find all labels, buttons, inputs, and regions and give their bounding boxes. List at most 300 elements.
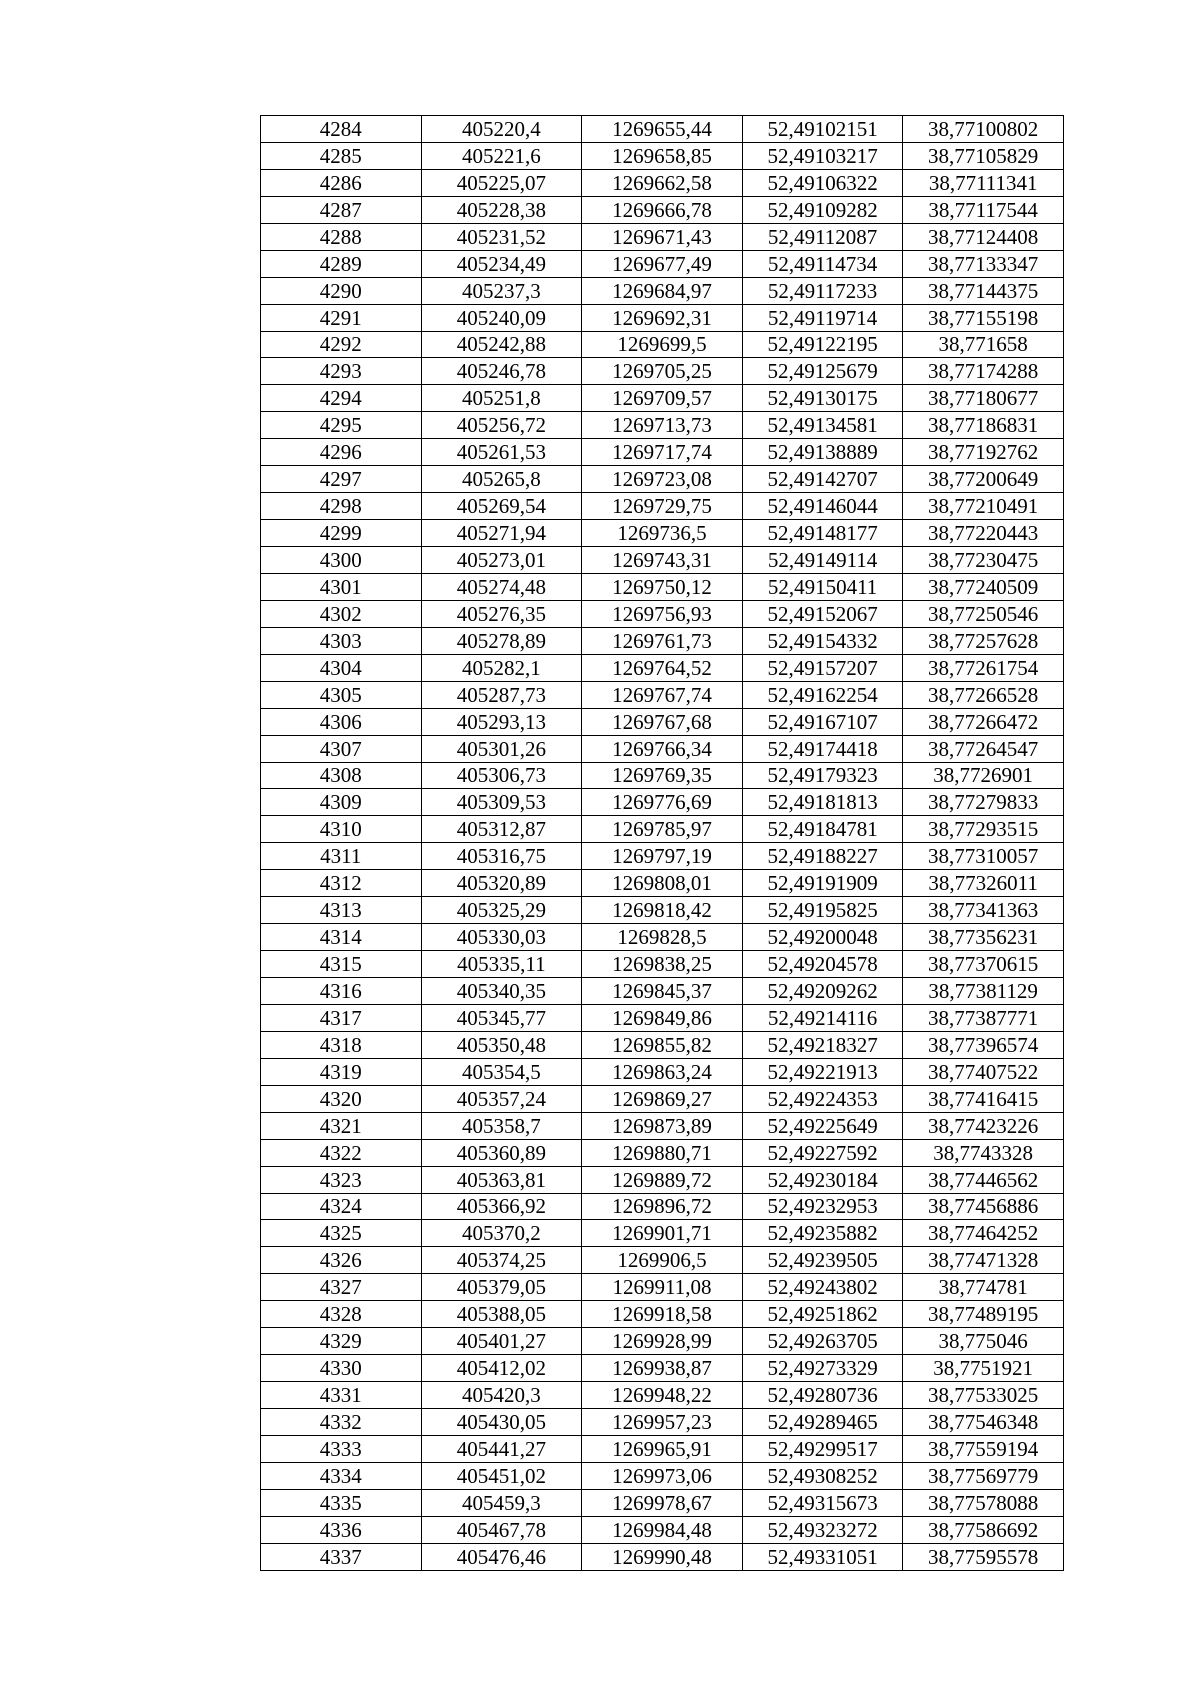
table-row bbox=[261, 358, 1064, 385]
longitude-cell: 38,77261754 bbox=[903, 654, 1064, 681]
longitude-cell: 38,77569779 bbox=[903, 1462, 1064, 1489]
table-row bbox=[261, 493, 1064, 520]
y-coordinate-cell: 1269769,35 bbox=[582, 762, 743, 789]
x-coordinate-cell: 405265,8 bbox=[421, 466, 582, 493]
latitude-cell: 52,49125679 bbox=[742, 358, 903, 385]
table-row bbox=[261, 1274, 1064, 1301]
y-coordinate-cell: 1269677,49 bbox=[582, 250, 743, 277]
longitude-cell: 38,77186831 bbox=[903, 412, 1064, 439]
point-number-cell: 4331 bbox=[261, 1382, 422, 1409]
latitude-cell: 52,49323272 bbox=[742, 1516, 903, 1543]
longitude-cell: 38,77464252 bbox=[903, 1220, 1064, 1247]
point-number-cell: 4295 bbox=[261, 412, 422, 439]
table-row bbox=[261, 1382, 1064, 1409]
longitude-cell: 38,77111341 bbox=[903, 169, 1064, 196]
y-coordinate-cell: 1269743,31 bbox=[582, 547, 743, 574]
x-coordinate-cell: 405273,01 bbox=[421, 547, 582, 574]
y-coordinate-cell: 1269990,48 bbox=[582, 1543, 743, 1570]
point-number-cell: 4288 bbox=[261, 223, 422, 250]
latitude-cell: 52,49181813 bbox=[742, 789, 903, 816]
point-number-cell: 4291 bbox=[261, 304, 422, 331]
coordinates-table-body bbox=[261, 116, 1064, 1571]
table-row bbox=[261, 924, 1064, 951]
latitude-cell: 52,49299517 bbox=[742, 1435, 903, 1462]
latitude-cell: 52,49280736 bbox=[742, 1382, 903, 1409]
y-coordinate-cell: 1269713,73 bbox=[582, 412, 743, 439]
x-coordinate-cell: 405350,48 bbox=[421, 1031, 582, 1058]
longitude-cell: 38,77264547 bbox=[903, 735, 1064, 762]
latitude-cell: 52,49119714 bbox=[742, 304, 903, 331]
latitude-cell: 52,49112087 bbox=[742, 223, 903, 250]
table-row bbox=[261, 789, 1064, 816]
latitude-cell: 52,49157207 bbox=[742, 654, 903, 681]
table-row bbox=[261, 1193, 1064, 1220]
y-coordinate-cell: 1269767,68 bbox=[582, 708, 743, 735]
x-coordinate-cell: 405228,38 bbox=[421, 196, 582, 223]
point-number-cell: 4315 bbox=[261, 951, 422, 978]
y-coordinate-cell: 1269978,67 bbox=[582, 1489, 743, 1516]
x-coordinate-cell: 405271,94 bbox=[421, 520, 582, 547]
y-coordinate-cell: 1269750,12 bbox=[582, 573, 743, 600]
table-row bbox=[261, 897, 1064, 924]
table-row bbox=[261, 1139, 1064, 1166]
y-coordinate-cell: 1269761,73 bbox=[582, 627, 743, 654]
x-coordinate-cell: 405320,89 bbox=[421, 870, 582, 897]
table-row bbox=[261, 1085, 1064, 1112]
latitude-cell: 52,49122195 bbox=[742, 331, 903, 358]
latitude-cell: 52,49117233 bbox=[742, 277, 903, 304]
y-coordinate-cell: 1269785,97 bbox=[582, 816, 743, 843]
y-coordinate-cell: 1269709,57 bbox=[582, 385, 743, 412]
longitude-cell: 38,77586692 bbox=[903, 1516, 1064, 1543]
longitude-cell: 38,77370615 bbox=[903, 951, 1064, 978]
point-number-cell: 4314 bbox=[261, 924, 422, 951]
latitude-cell: 52,49235882 bbox=[742, 1220, 903, 1247]
longitude-cell: 38,77200649 bbox=[903, 466, 1064, 493]
x-coordinate-cell: 405316,75 bbox=[421, 843, 582, 870]
x-coordinate-cell: 405441,27 bbox=[421, 1435, 582, 1462]
latitude-cell: 52,49331051 bbox=[742, 1543, 903, 1570]
y-coordinate-cell: 1269662,58 bbox=[582, 169, 743, 196]
longitude-cell: 38,77416415 bbox=[903, 1085, 1064, 1112]
table-row bbox=[261, 250, 1064, 277]
table-row bbox=[261, 816, 1064, 843]
latitude-cell: 52,49149114 bbox=[742, 547, 903, 574]
longitude-cell: 38,77105829 bbox=[903, 142, 1064, 169]
x-coordinate-cell: 405225,07 bbox=[421, 169, 582, 196]
longitude-cell: 38,77595578 bbox=[903, 1543, 1064, 1570]
longitude-cell: 38,77220443 bbox=[903, 520, 1064, 547]
longitude-cell: 38,77133347 bbox=[903, 250, 1064, 277]
x-coordinate-cell: 405278,89 bbox=[421, 627, 582, 654]
y-coordinate-cell: 1269911,08 bbox=[582, 1274, 743, 1301]
longitude-cell: 38,77489195 bbox=[903, 1301, 1064, 1328]
table-row bbox=[261, 385, 1064, 412]
table-row bbox=[261, 735, 1064, 762]
y-coordinate-cell: 1269948,22 bbox=[582, 1382, 743, 1409]
latitude-cell: 52,49251862 bbox=[742, 1301, 903, 1328]
longitude-cell: 38,77279833 bbox=[903, 789, 1064, 816]
y-coordinate-cell: 1269838,25 bbox=[582, 951, 743, 978]
latitude-cell: 52,49191909 bbox=[742, 870, 903, 897]
table-row bbox=[261, 331, 1064, 358]
point-number-cell: 4327 bbox=[261, 1274, 422, 1301]
point-number-cell: 4318 bbox=[261, 1031, 422, 1058]
coordinates-table bbox=[260, 115, 1064, 1571]
point-number-cell: 4329 bbox=[261, 1328, 422, 1355]
point-number-cell: 4321 bbox=[261, 1112, 422, 1139]
x-coordinate-cell: 405363,81 bbox=[421, 1166, 582, 1193]
y-coordinate-cell: 1269797,19 bbox=[582, 843, 743, 870]
table-row bbox=[261, 870, 1064, 897]
latitude-cell: 52,49167107 bbox=[742, 708, 903, 735]
point-number-cell: 4286 bbox=[261, 169, 422, 196]
longitude-cell: 38,77578088 bbox=[903, 1489, 1064, 1516]
latitude-cell: 52,49106322 bbox=[742, 169, 903, 196]
latitude-cell: 52,49179323 bbox=[742, 762, 903, 789]
x-coordinate-cell: 405237,3 bbox=[421, 277, 582, 304]
longitude-cell: 38,77240509 bbox=[903, 573, 1064, 600]
longitude-cell: 38,775046 bbox=[903, 1328, 1064, 1355]
table-row bbox=[261, 466, 1064, 493]
latitude-cell: 52,49263705 bbox=[742, 1328, 903, 1355]
longitude-cell: 38,77533025 bbox=[903, 1382, 1064, 1409]
table-row bbox=[261, 843, 1064, 870]
point-number-cell: 4317 bbox=[261, 1004, 422, 1031]
point-number-cell: 4312 bbox=[261, 870, 422, 897]
y-coordinate-cell: 1269655,44 bbox=[582, 116, 743, 143]
longitude-cell: 38,77423226 bbox=[903, 1112, 1064, 1139]
y-coordinate-cell: 1269705,25 bbox=[582, 358, 743, 385]
y-coordinate-cell: 1269729,75 bbox=[582, 493, 743, 520]
latitude-cell: 52,49102151 bbox=[742, 116, 903, 143]
x-coordinate-cell: 405234,49 bbox=[421, 250, 582, 277]
point-number-cell: 4284 bbox=[261, 116, 422, 143]
latitude-cell: 52,49109282 bbox=[742, 196, 903, 223]
longitude-cell: 38,77310057 bbox=[903, 843, 1064, 870]
table-row bbox=[261, 1220, 1064, 1247]
x-coordinate-cell: 405330,03 bbox=[421, 924, 582, 951]
y-coordinate-cell: 1269767,74 bbox=[582, 681, 743, 708]
point-number-cell: 4322 bbox=[261, 1139, 422, 1166]
latitude-cell: 52,49200048 bbox=[742, 924, 903, 951]
table-row bbox=[261, 277, 1064, 304]
x-coordinate-cell: 405370,2 bbox=[421, 1220, 582, 1247]
latitude-cell: 52,49221913 bbox=[742, 1058, 903, 1085]
y-coordinate-cell: 1269938,87 bbox=[582, 1355, 743, 1382]
table-row bbox=[261, 304, 1064, 331]
x-coordinate-cell: 405366,92 bbox=[421, 1193, 582, 1220]
table-row bbox=[261, 1031, 1064, 1058]
point-number-cell: 4311 bbox=[261, 843, 422, 870]
longitude-cell: 38,77559194 bbox=[903, 1435, 1064, 1462]
point-number-cell: 4290 bbox=[261, 277, 422, 304]
table-row bbox=[261, 600, 1064, 627]
longitude-cell: 38,7743328 bbox=[903, 1139, 1064, 1166]
point-number-cell: 4319 bbox=[261, 1058, 422, 1085]
point-number-cell: 4299 bbox=[261, 520, 422, 547]
longitude-cell: 38,77230475 bbox=[903, 547, 1064, 574]
table-row bbox=[261, 681, 1064, 708]
y-coordinate-cell: 1269818,42 bbox=[582, 897, 743, 924]
latitude-cell: 52,49138889 bbox=[742, 439, 903, 466]
y-coordinate-cell: 1269863,24 bbox=[582, 1058, 743, 1085]
longitude-cell: 38,77174288 bbox=[903, 358, 1064, 385]
longitude-cell: 38,77180677 bbox=[903, 385, 1064, 412]
table-row bbox=[261, 1355, 1064, 1382]
table-row bbox=[261, 951, 1064, 978]
longitude-cell: 38,77192762 bbox=[903, 439, 1064, 466]
y-coordinate-cell: 1269918,58 bbox=[582, 1301, 743, 1328]
latitude-cell: 52,49195825 bbox=[742, 897, 903, 924]
point-number-cell: 4297 bbox=[261, 466, 422, 493]
longitude-cell: 38,77117544 bbox=[903, 196, 1064, 223]
x-coordinate-cell: 405251,8 bbox=[421, 385, 582, 412]
y-coordinate-cell: 1269889,72 bbox=[582, 1166, 743, 1193]
latitude-cell: 52,49162254 bbox=[742, 681, 903, 708]
table-row bbox=[261, 223, 1064, 250]
point-number-cell: 4320 bbox=[261, 1085, 422, 1112]
longitude-cell: 38,77144375 bbox=[903, 277, 1064, 304]
latitude-cell: 52,49204578 bbox=[742, 951, 903, 978]
table-row bbox=[261, 1301, 1064, 1328]
point-number-cell: 4292 bbox=[261, 331, 422, 358]
longitude-cell: 38,77471328 bbox=[903, 1247, 1064, 1274]
latitude-cell: 52,49142707 bbox=[742, 466, 903, 493]
y-coordinate-cell: 1269957,23 bbox=[582, 1409, 743, 1436]
x-coordinate-cell: 405340,35 bbox=[421, 978, 582, 1005]
latitude-cell: 52,49150411 bbox=[742, 573, 903, 600]
x-coordinate-cell: 405420,3 bbox=[421, 1382, 582, 1409]
latitude-cell: 52,49184781 bbox=[742, 816, 903, 843]
table-row bbox=[261, 978, 1064, 1005]
x-coordinate-cell: 405293,13 bbox=[421, 708, 582, 735]
latitude-cell: 52,49243802 bbox=[742, 1274, 903, 1301]
point-number-cell: 4287 bbox=[261, 196, 422, 223]
table-row bbox=[261, 1058, 1064, 1085]
point-number-cell: 4334 bbox=[261, 1462, 422, 1489]
y-coordinate-cell: 1269849,86 bbox=[582, 1004, 743, 1031]
latitude-cell: 52,49230184 bbox=[742, 1166, 903, 1193]
latitude-cell: 52,49273329 bbox=[742, 1355, 903, 1382]
latitude-cell: 52,49225649 bbox=[742, 1112, 903, 1139]
point-number-cell: 4336 bbox=[261, 1516, 422, 1543]
x-coordinate-cell: 405287,73 bbox=[421, 681, 582, 708]
table-row bbox=[261, 1328, 1064, 1355]
x-coordinate-cell: 405301,26 bbox=[421, 735, 582, 762]
x-coordinate-cell: 405256,72 bbox=[421, 412, 582, 439]
longitude-cell: 38,77396574 bbox=[903, 1031, 1064, 1058]
table-row bbox=[261, 1462, 1064, 1489]
x-coordinate-cell: 405345,77 bbox=[421, 1004, 582, 1031]
latitude-cell: 52,49148177 bbox=[742, 520, 903, 547]
x-coordinate-cell: 405220,4 bbox=[421, 116, 582, 143]
x-coordinate-cell: 405374,25 bbox=[421, 1247, 582, 1274]
y-coordinate-cell: 1269906,5 bbox=[582, 1247, 743, 1274]
y-coordinate-cell: 1269756,93 bbox=[582, 600, 743, 627]
x-coordinate-cell: 405354,5 bbox=[421, 1058, 582, 1085]
y-coordinate-cell: 1269808,01 bbox=[582, 870, 743, 897]
table-row bbox=[261, 169, 1064, 196]
point-number-cell: 4310 bbox=[261, 816, 422, 843]
y-coordinate-cell: 1269845,37 bbox=[582, 978, 743, 1005]
point-number-cell: 4285 bbox=[261, 142, 422, 169]
point-number-cell: 4307 bbox=[261, 735, 422, 762]
point-number-cell: 4333 bbox=[261, 1435, 422, 1462]
point-number-cell: 4302 bbox=[261, 600, 422, 627]
longitude-cell: 38,77341363 bbox=[903, 897, 1064, 924]
x-coordinate-cell: 405282,1 bbox=[421, 654, 582, 681]
longitude-cell: 38,77407522 bbox=[903, 1058, 1064, 1085]
x-coordinate-cell: 405335,11 bbox=[421, 951, 582, 978]
point-number-cell: 4324 bbox=[261, 1193, 422, 1220]
table-row bbox=[261, 1004, 1064, 1031]
longitude-cell: 38,77456886 bbox=[903, 1193, 1064, 1220]
y-coordinate-cell: 1269684,97 bbox=[582, 277, 743, 304]
table-row bbox=[261, 142, 1064, 169]
longitude-cell: 38,774781 bbox=[903, 1274, 1064, 1301]
table-row bbox=[261, 1112, 1064, 1139]
x-coordinate-cell: 405467,78 bbox=[421, 1516, 582, 1543]
x-coordinate-cell: 405276,35 bbox=[421, 600, 582, 627]
x-coordinate-cell: 405242,88 bbox=[421, 331, 582, 358]
longitude-cell: 38,77100802 bbox=[903, 116, 1064, 143]
y-coordinate-cell: 1269896,72 bbox=[582, 1193, 743, 1220]
longitude-cell: 38,77210491 bbox=[903, 493, 1064, 520]
table-row bbox=[261, 1543, 1064, 1570]
longitude-cell: 38,77250546 bbox=[903, 600, 1064, 627]
table-row bbox=[261, 627, 1064, 654]
table-row bbox=[261, 1489, 1064, 1516]
table-row bbox=[261, 762, 1064, 789]
point-number-cell: 4305 bbox=[261, 681, 422, 708]
latitude-cell: 52,49103217 bbox=[742, 142, 903, 169]
longitude-cell: 38,77266528 bbox=[903, 681, 1064, 708]
longitude-cell: 38,7726901 bbox=[903, 762, 1064, 789]
x-coordinate-cell: 405451,02 bbox=[421, 1462, 582, 1489]
latitude-cell: 52,49154332 bbox=[742, 627, 903, 654]
table-row bbox=[261, 412, 1064, 439]
point-number-cell: 4316 bbox=[261, 978, 422, 1005]
longitude-cell: 38,77124408 bbox=[903, 223, 1064, 250]
latitude-cell: 52,49209262 bbox=[742, 978, 903, 1005]
y-coordinate-cell: 1269766,34 bbox=[582, 735, 743, 762]
point-number-cell: 4301 bbox=[261, 573, 422, 600]
y-coordinate-cell: 1269736,5 bbox=[582, 520, 743, 547]
point-number-cell: 4293 bbox=[261, 358, 422, 385]
longitude-cell: 38,77293515 bbox=[903, 816, 1064, 843]
table-row bbox=[261, 708, 1064, 735]
point-number-cell: 4289 bbox=[261, 250, 422, 277]
x-coordinate-cell: 405231,52 bbox=[421, 223, 582, 250]
x-coordinate-cell: 405358,7 bbox=[421, 1112, 582, 1139]
longitude-cell: 38,77446562 bbox=[903, 1166, 1064, 1193]
latitude-cell: 52,49289465 bbox=[742, 1409, 903, 1436]
y-coordinate-cell: 1269965,91 bbox=[582, 1435, 743, 1462]
longitude-cell: 38,77155198 bbox=[903, 304, 1064, 331]
table-row bbox=[261, 547, 1064, 574]
x-coordinate-cell: 405401,27 bbox=[421, 1328, 582, 1355]
x-coordinate-cell: 405221,6 bbox=[421, 142, 582, 169]
point-number-cell: 4306 bbox=[261, 708, 422, 735]
table-row bbox=[261, 116, 1064, 143]
y-coordinate-cell: 1269692,31 bbox=[582, 304, 743, 331]
latitude-cell: 52,49152067 bbox=[742, 600, 903, 627]
y-coordinate-cell: 1269764,52 bbox=[582, 654, 743, 681]
longitude-cell: 38,77326011 bbox=[903, 870, 1064, 897]
point-number-cell: 4325 bbox=[261, 1220, 422, 1247]
table-row bbox=[261, 1516, 1064, 1543]
y-coordinate-cell: 1269873,89 bbox=[582, 1112, 743, 1139]
point-number-cell: 4294 bbox=[261, 385, 422, 412]
point-number-cell: 4337 bbox=[261, 1543, 422, 1570]
y-coordinate-cell: 1269671,43 bbox=[582, 223, 743, 250]
x-coordinate-cell: 405379,05 bbox=[421, 1274, 582, 1301]
x-coordinate-cell: 405357,24 bbox=[421, 1085, 582, 1112]
latitude-cell: 52,49218327 bbox=[742, 1031, 903, 1058]
latitude-cell: 52,49174418 bbox=[742, 735, 903, 762]
point-number-cell: 4303 bbox=[261, 627, 422, 654]
latitude-cell: 52,49224353 bbox=[742, 1085, 903, 1112]
y-coordinate-cell: 1269828,5 bbox=[582, 924, 743, 951]
latitude-cell: 52,49214116 bbox=[742, 1004, 903, 1031]
longitude-cell: 38,7751921 bbox=[903, 1355, 1064, 1382]
y-coordinate-cell: 1269984,48 bbox=[582, 1516, 743, 1543]
point-number-cell: 4330 bbox=[261, 1355, 422, 1382]
longitude-cell: 38,771658 bbox=[903, 331, 1064, 358]
latitude-cell: 52,49227592 bbox=[742, 1139, 903, 1166]
latitude-cell: 52,49232953 bbox=[742, 1193, 903, 1220]
latitude-cell: 52,49146044 bbox=[742, 493, 903, 520]
longitude-cell: 38,77356231 bbox=[903, 924, 1064, 951]
longitude-cell: 38,77381129 bbox=[903, 978, 1064, 1005]
x-coordinate-cell: 405360,89 bbox=[421, 1139, 582, 1166]
x-coordinate-cell: 405325,29 bbox=[421, 897, 582, 924]
table-row bbox=[261, 1166, 1064, 1193]
y-coordinate-cell: 1269666,78 bbox=[582, 196, 743, 223]
longitude-cell: 38,77266472 bbox=[903, 708, 1064, 735]
point-number-cell: 4300 bbox=[261, 547, 422, 574]
y-coordinate-cell: 1269869,27 bbox=[582, 1085, 743, 1112]
latitude-cell: 52,49134581 bbox=[742, 412, 903, 439]
y-coordinate-cell: 1269717,74 bbox=[582, 439, 743, 466]
x-coordinate-cell: 405269,54 bbox=[421, 493, 582, 520]
table-row bbox=[261, 439, 1064, 466]
latitude-cell: 52,49239505 bbox=[742, 1247, 903, 1274]
latitude-cell: 52,49315673 bbox=[742, 1489, 903, 1516]
table-row bbox=[261, 196, 1064, 223]
x-coordinate-cell: 405274,48 bbox=[421, 573, 582, 600]
table-row bbox=[261, 520, 1064, 547]
longitude-cell: 38,77257628 bbox=[903, 627, 1064, 654]
longitude-cell: 38,77387771 bbox=[903, 1004, 1064, 1031]
y-coordinate-cell: 1269723,08 bbox=[582, 466, 743, 493]
x-coordinate-cell: 405476,46 bbox=[421, 1543, 582, 1570]
point-number-cell: 4323 bbox=[261, 1166, 422, 1193]
x-coordinate-cell: 405388,05 bbox=[421, 1301, 582, 1328]
latitude-cell: 52,49114734 bbox=[742, 250, 903, 277]
y-coordinate-cell: 1269855,82 bbox=[582, 1031, 743, 1058]
y-coordinate-cell: 1269776,69 bbox=[582, 789, 743, 816]
y-coordinate-cell: 1269880,71 bbox=[582, 1139, 743, 1166]
x-coordinate-cell: 405459,3 bbox=[421, 1489, 582, 1516]
x-coordinate-cell: 405312,87 bbox=[421, 816, 582, 843]
latitude-cell: 52,49308252 bbox=[742, 1462, 903, 1489]
y-coordinate-cell: 1269973,06 bbox=[582, 1462, 743, 1489]
x-coordinate-cell: 405412,02 bbox=[421, 1355, 582, 1382]
x-coordinate-cell: 405240,09 bbox=[421, 304, 582, 331]
point-number-cell: 4332 bbox=[261, 1409, 422, 1436]
